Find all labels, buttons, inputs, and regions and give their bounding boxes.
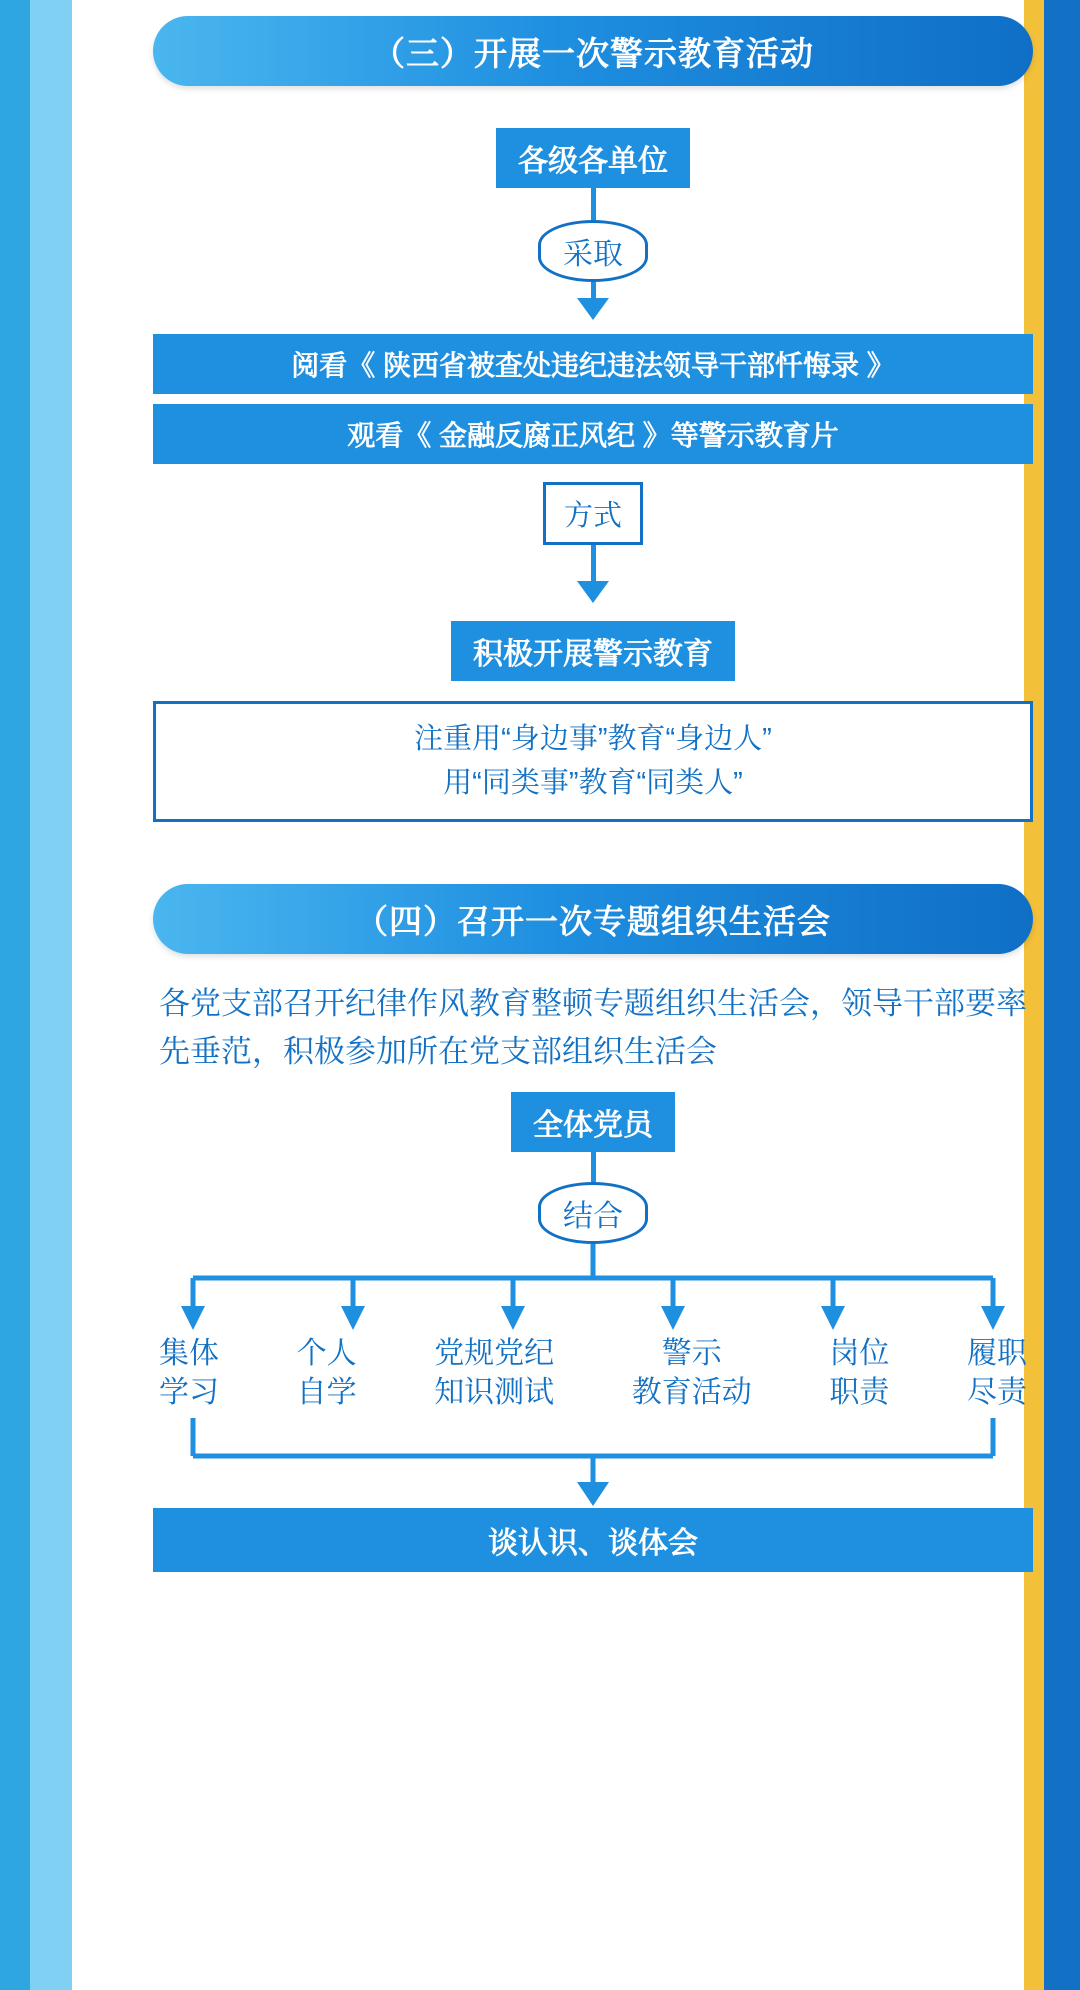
section-four — [153, 884, 1033, 1612]
branch-converge-svg — [153, 1412, 1033, 1508]
branch-party-rules-test — [434, 1334, 554, 1412]
branch-line-2: 学习 — [159, 1376, 219, 1410]
branch-post-duty — [829, 1334, 889, 1412]
section-three — [153, 16, 1033, 822]
branch-line-1: 岗位 — [829, 1337, 890, 1371]
branch-fulfill-duty — [967, 1334, 1027, 1412]
connector-label-adopt-wrap — [153, 220, 1033, 282]
branch-line-1: 警示 — [661, 1337, 722, 1371]
box-all-units: 各级各单位 — [496, 128, 690, 188]
content-column — [75, 16, 1027, 1612]
connector-line-1 — [591, 188, 596, 220]
box-all-party-members: 全体党员 — [511, 1092, 675, 1152]
branch-individual-study — [297, 1334, 357, 1412]
branch-label-row — [153, 1334, 1033, 1412]
branch-line-2: 教育活动 — [631, 1376, 752, 1410]
branch-line-2: 自学 — [296, 1376, 357, 1410]
section-four-top-box-wrap — [153, 1092, 1033, 1152]
note-line-1: 注重用“身边事”教育“身边人” — [414, 723, 772, 755]
branch-line-1: 个人 — [296, 1337, 357, 1371]
section-four-banner: （四）召开一次专题组织生活会 — [153, 884, 1033, 954]
section-three-top-box-wrap — [153, 128, 1033, 188]
connector-line-4 — [591, 1152, 596, 1182]
branch-connector-svg — [153, 1244, 1033, 1334]
section-four-paragraph: 各党支部召开纪律作风教育整顿专题组织生活会，领导干部要率先垂范，积极参加所在党支部组织生活会 — [159, 986, 1027, 1070]
connector-label-method: 方式 — [543, 482, 643, 545]
left-edge-band — [0, 0, 30, 1990]
connector-label-method-wrap — [153, 482, 1033, 545]
connector-line-2 — [591, 282, 596, 298]
box-carry-out-warning-education: 积极开展警示教育 — [451, 621, 735, 681]
box-share-understanding: 谈认识、谈体会 — [153, 1508, 1033, 1572]
branch-line-1: 党规党纪 — [434, 1337, 555, 1371]
left-edge-band-light — [30, 0, 72, 1990]
section-three-banner: （三）开展一次警示教育活动 — [153, 16, 1033, 86]
branch-line-2: 尽责 — [966, 1376, 1027, 1410]
branch-line-2: 知识测试 — [434, 1376, 555, 1410]
right-edge-blue — [1044, 0, 1080, 1990]
branch-collective-study — [159, 1334, 219, 1412]
connector-line-3 — [591, 545, 596, 581]
branch-line-1: 集体 — [159, 1337, 219, 1371]
result-box-wrap — [153, 621, 1033, 681]
note-line-2: 用“同类事”教育“同类人” — [443, 766, 743, 799]
arrow-down-1 — [577, 298, 609, 320]
arrow-down-2 — [577, 581, 609, 603]
branch-line-1: 履职 — [966, 1337, 1027, 1371]
connector-label-adopt: 采取 — [538, 220, 648, 282]
connector-label-combine: 结合 — [538, 1182, 648, 1244]
connector-label-combine-wrap — [153, 1182, 1033, 1244]
note-box-nearby-people — [153, 701, 1033, 822]
item-box-confession-record: 阅看《 陕西省被查处违纪违法领导干部忏悔录 》 — [153, 334, 1033, 394]
item-box-education-film: 观看《 金融反腐正风纪 》等警示教育片 — [153, 404, 1033, 464]
branch-warning-education — [632, 1334, 752, 1412]
branch-line-2: 职责 — [829, 1376, 890, 1410]
